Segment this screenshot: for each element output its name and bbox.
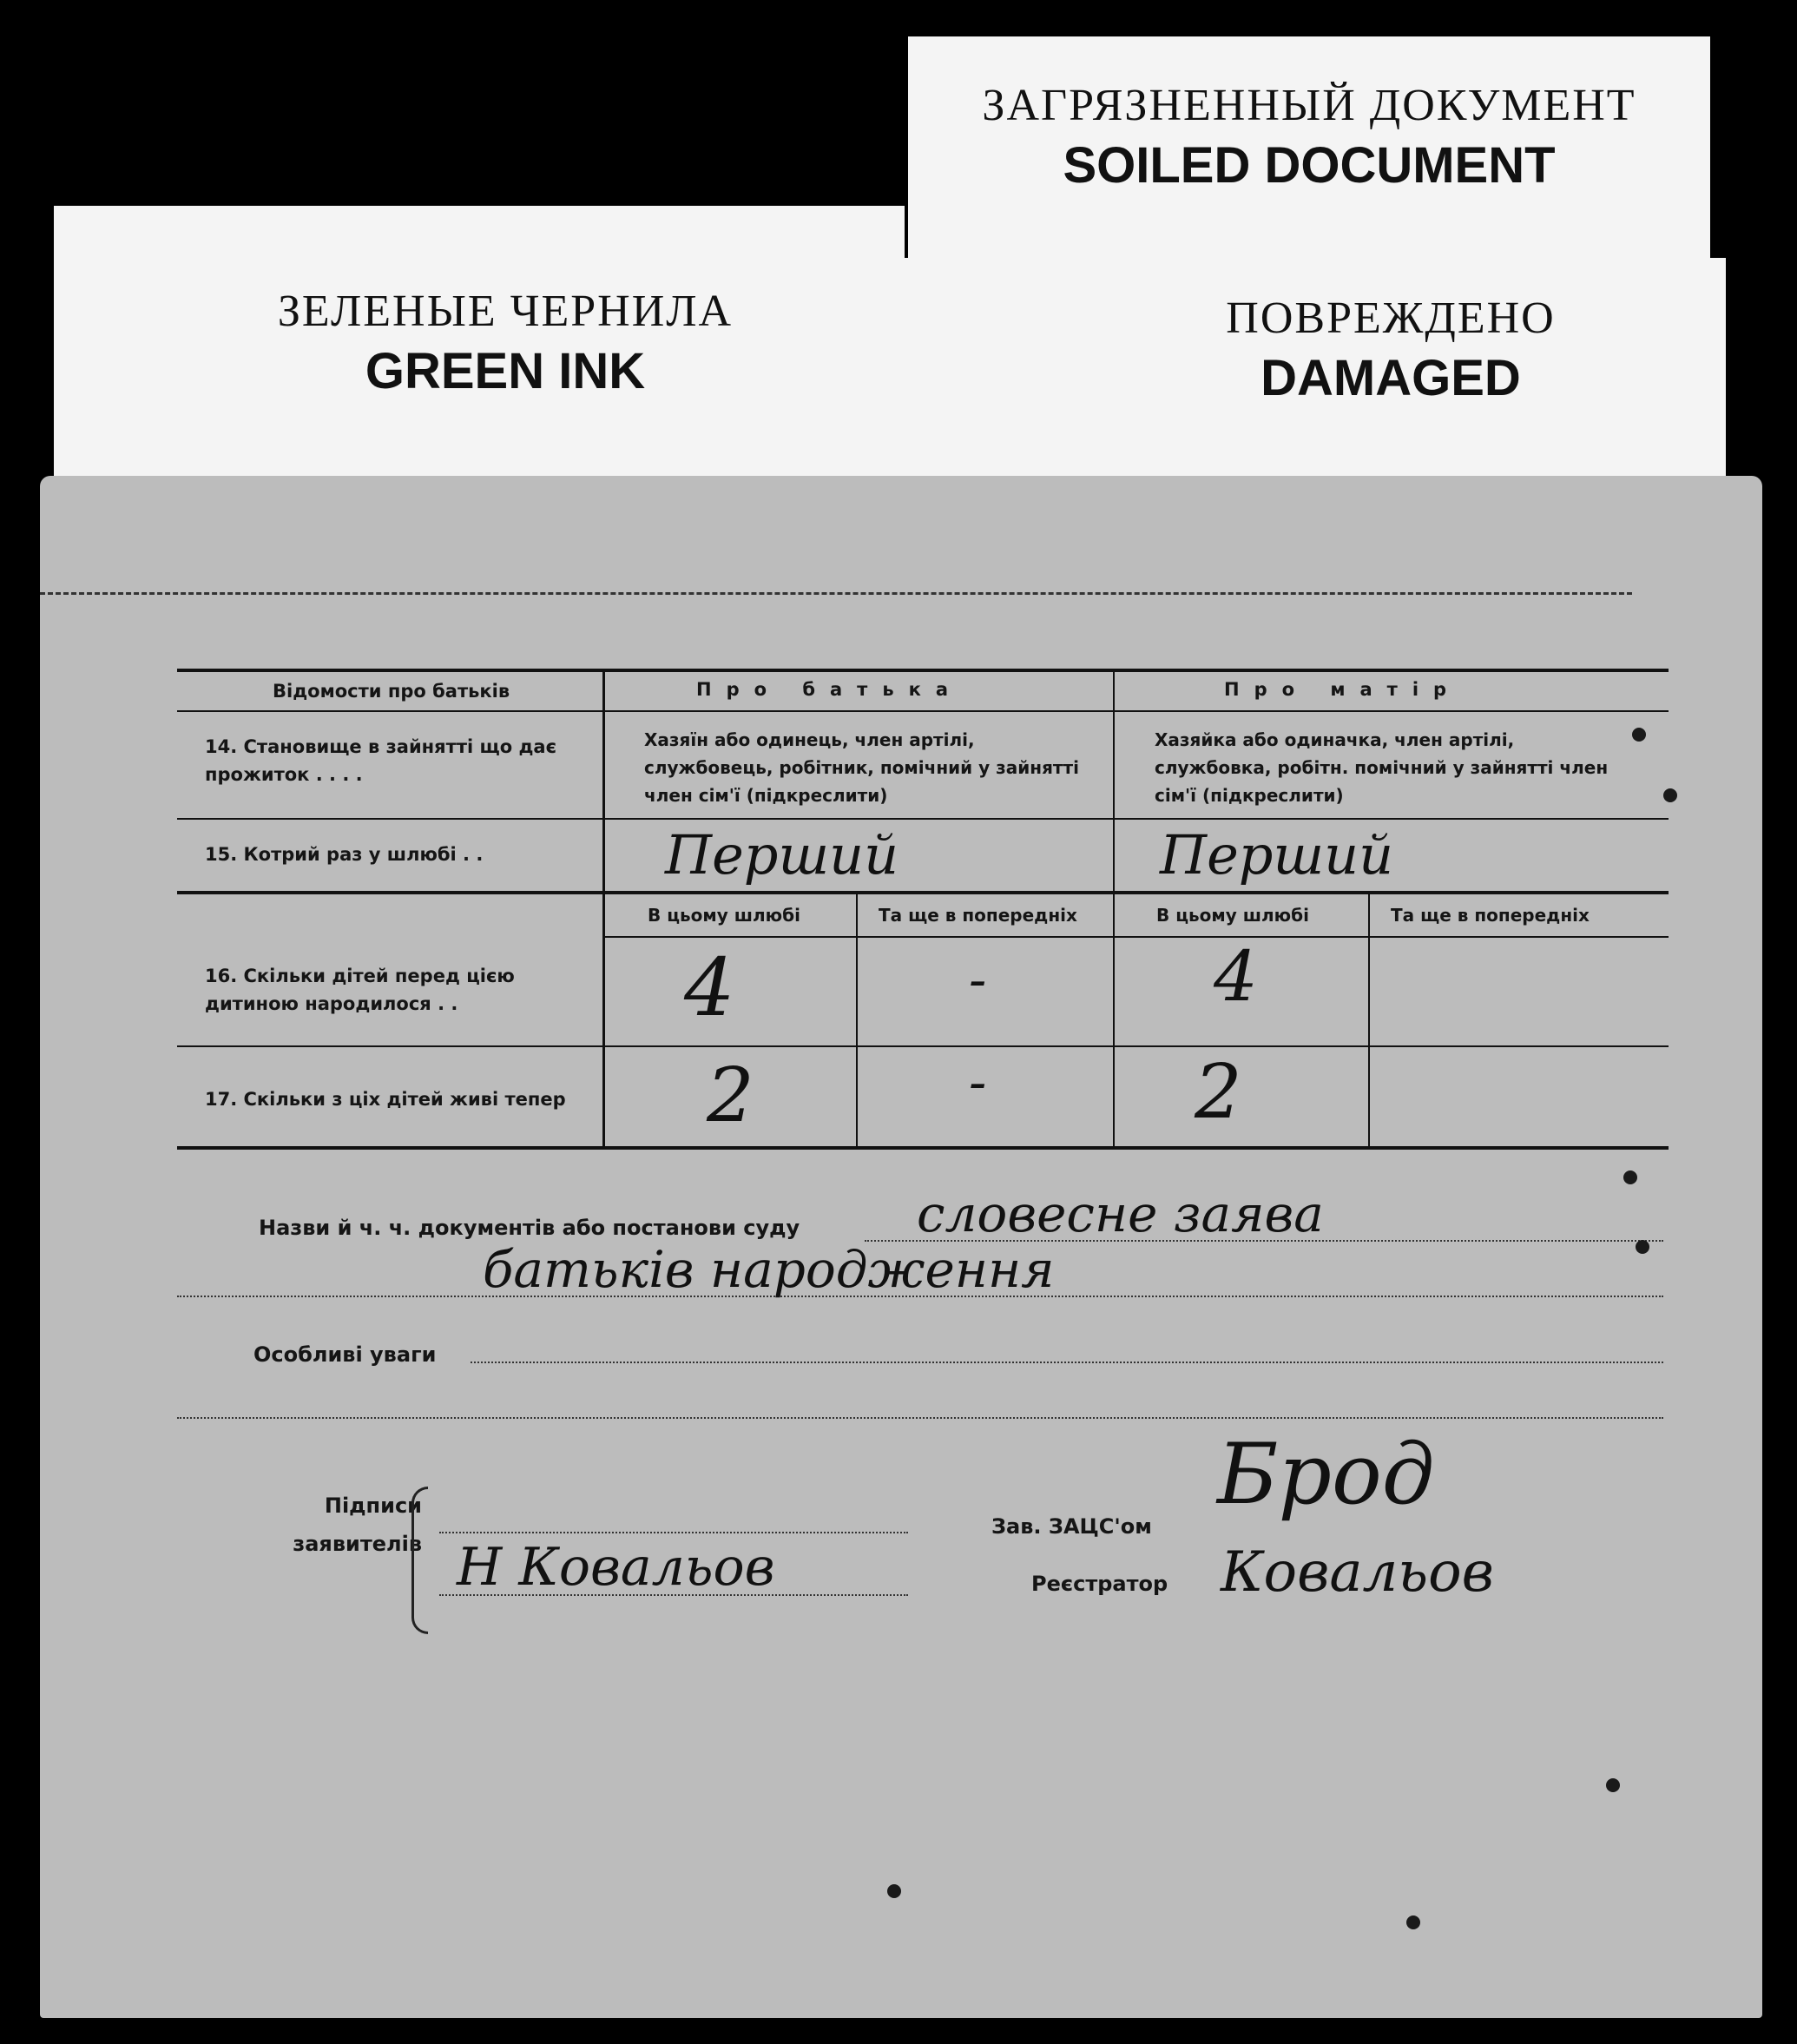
row16-label: 16. Скільки дітей перед цією дитиною народилося . . bbox=[205, 966, 515, 1014]
registrar-signature: Ковальов bbox=[1221, 1540, 1494, 1605]
binding-hole bbox=[1636, 1240, 1649, 1254]
mother-header: Про матір bbox=[1224, 679, 1462, 700]
row15-border bbox=[177, 891, 1669, 894]
table-header-border bbox=[177, 710, 1669, 712]
row16-father-prev: - bbox=[969, 950, 987, 1011]
row14-label: 14. Становище в зайнятті що дає прожиток . . . . bbox=[205, 736, 557, 785]
green-ink-label-en: GREEN INK bbox=[365, 343, 646, 399]
documents-value-line1: словесне заява bbox=[917, 1184, 1324, 1243]
applicants-brace bbox=[411, 1487, 428, 1634]
damaged-label-en: DAMAGED bbox=[1261, 350, 1521, 406]
row17-mother-this: 2 bbox=[1195, 1049, 1242, 1136]
row16-father-this: 4 bbox=[684, 941, 735, 1034]
father-this-marriage-header: В цьому шлюбі bbox=[648, 905, 800, 926]
registrar-label: Реєстратор bbox=[1031, 1572, 1168, 1596]
soiled-label-en: SOILED DOCUMENT bbox=[1063, 137, 1556, 194]
applicants-signature-label: Підписи заявителів bbox=[293, 1493, 422, 1556]
remarks-dotted-line-2 bbox=[177, 1417, 1663, 1419]
row14-father-options: Хазяїн або одинець, член артілі, службовець, робітник, помічний у зайнятті член сім'ї (підкреслити) bbox=[644, 729, 1079, 806]
row16-border bbox=[177, 1045, 1669, 1047]
registry-form-sheet bbox=[40, 476, 1762, 2018]
green-ink-label-card bbox=[54, 206, 905, 492]
damaged-label-ru: ПОВРЕЖДЕНО bbox=[1226, 293, 1556, 343]
row17-father-prev: - bbox=[969, 1052, 987, 1113]
row15-label: 15. Котрий раз у шлюбі . . bbox=[205, 844, 484, 865]
father-previous-header: Та ще в попередніх bbox=[879, 905, 1077, 926]
documents-value-line2: батьків народження bbox=[483, 1240, 1055, 1299]
row17-father-this: 2 bbox=[707, 1052, 754, 1139]
applicant-sig-line-1 bbox=[439, 1532, 908, 1533]
remarks-dotted-line-1 bbox=[471, 1362, 1663, 1363]
row17-label: 17. Скільки з ціх дітей живі тепер bbox=[205, 1089, 566, 1110]
table-bottom-border bbox=[177, 1146, 1669, 1150]
mother-previous-header: Та ще в попередніх bbox=[1391, 905, 1590, 926]
mother-this-marriage-header: В цьому шлюбі bbox=[1156, 905, 1309, 926]
binding-hole bbox=[1623, 1170, 1637, 1184]
perforation-line bbox=[40, 592, 1632, 595]
zags-head-label: Зав. ЗАЦС'ом bbox=[991, 1514, 1152, 1539]
row14-mother-options: Хазяйка або одиначка, член артілі, службовка, робітн. помічний у зайнятті член сім'ї (підкреслити) bbox=[1155, 729, 1609, 806]
col-divider-father-sub bbox=[856, 894, 858, 1148]
row16-mother-this: 4 bbox=[1214, 936, 1258, 1017]
binding-hole bbox=[1663, 788, 1677, 802]
zags-head-signature: Брод bbox=[1217, 1426, 1435, 1523]
row15-mother-value: Перший bbox=[1160, 823, 1394, 887]
table-top-border bbox=[177, 669, 1669, 672]
col-divider-1 bbox=[602, 669, 605, 1148]
binding-hole bbox=[1406, 1915, 1420, 1929]
col-divider-mother-sub bbox=[1368, 894, 1370, 1148]
remarks-label: Особливі уваги bbox=[253, 1342, 437, 1367]
green-ink-label-ru: ЗЕЛЕНЫЕ ЧЕРНИЛА bbox=[277, 287, 734, 336]
binding-hole bbox=[887, 1884, 901, 1898]
row15-father-value: Перший bbox=[665, 823, 899, 887]
binding-hole bbox=[1632, 728, 1646, 742]
row14-border bbox=[177, 818, 1669, 820]
col-divider-2 bbox=[1113, 669, 1115, 1148]
subheader-border bbox=[602, 936, 1669, 938]
soiled-label-ru: ЗАГРЯЗНЕННЫЙ ДОКУМЕНТ bbox=[982, 81, 1636, 130]
binding-hole bbox=[1606, 1778, 1620, 1792]
damaged-label-card bbox=[905, 258, 1726, 510]
applicant-signature: Н Ковальов bbox=[457, 1537, 775, 1598]
documents-label: Назви й ч. ч. документів або постанови суду bbox=[259, 1216, 800, 1240]
parents-info-header: Відомости про батьків bbox=[273, 681, 510, 702]
father-header: Про батька bbox=[696, 679, 964, 700]
